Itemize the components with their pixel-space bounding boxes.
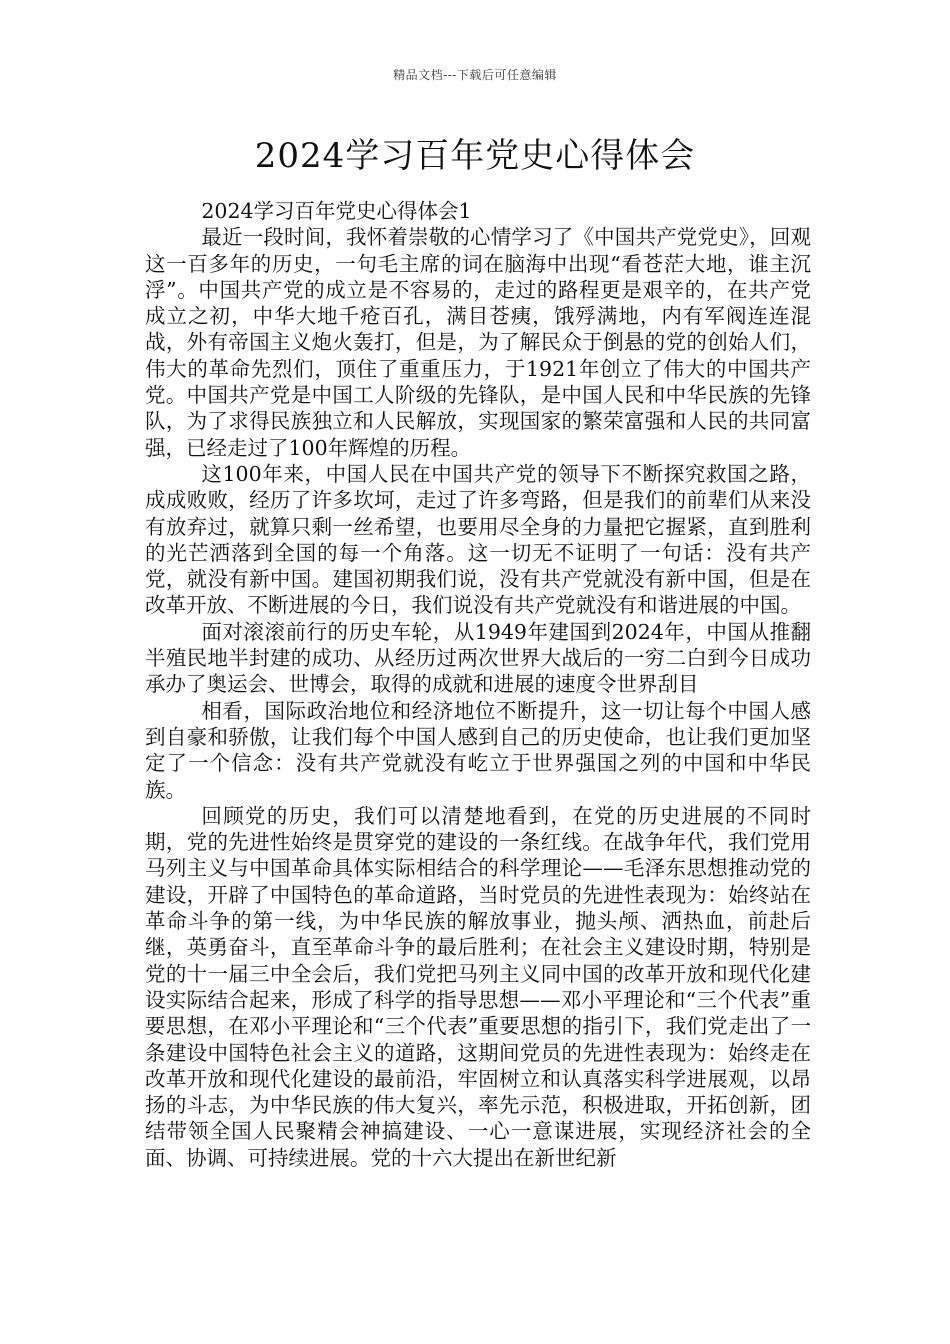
document-body xyxy=(145,198,811,1171)
document-subtitle: 2024学习百年党史心得体会1 xyxy=(201,199,472,223)
paragraph-3: 面对滚滚前行的历史车轮，从1949年建国到2024年，中国从推翻半殖民地半封建的成功、从经历过两次世界大战后的一穷二白到今日成功承办了奥运会、世博会，取得的成就和进展的速度令世界刮目 xyxy=(145,619,811,697)
paragraph-1: 最近一段时间，我怀着崇敬的心情学习了《中国共产党党史》，回观这一百多年的历史，一句毛主席的词在脑海中出现“看苍茫大地，谁主沉浮”。中国共产党的成立是不容易的，走过的路程更是艰辛的，在共产党成立之初，中华大地千疮百孔，满目苍痍，饿殍满地，内有军阀连连混战，外有帝国主义炮火轰打，但是，为了解民众于倒悬的党的创始人们，伟大的革命先烈们，顶住了重重压力，于1921年创立了伟大的中国共产党。中国共产党是中国工人阶级的先锋队，是中国人民和中华民族的先锋队，为了求得民族独立和人民解放，实现国家的繁荣富强和人民的共同富强，已经走过了100年辉煌的历程。 xyxy=(145,225,811,460)
paragraph-5: 回顾党的历史，我们可以清楚地看到，在党的历史进展的不同时期，党的先进性始终是贯穿党的建设的一条红线。在战争年代，我们党用马列主义与中国革命具体实际相结合的科学理论——毛泽东思想推动党的建设，开辟了中国特色的革命道路，当时党员的先进性表现为：始终站在革命斗争的第一线，为中华民族的解放事业，抛头颅、洒热血，前赴后继，英勇奋斗，直至革命斗争的最后胜利；在社会主义建设时期，特别是党的十一届三中全会后，我们党把马列主义同中国的改革开放和现代化建设实际结合起来，形成了科学的指导思想——邓小平理论和“三个代表”重要思想，在邓小平理论和“三个代表”重要思想的指引下，我们党走出了一条建设中国特色社会主义的道路，这期间党员的先进性表现为：始终走在改革开放和现代化建设的最前沿，牢固树立和认真落实科学进展观，以昂扬的斗志，为中华民族的伟大复兴，率先示范，积极进取，开拓创新，团结带领全国人民聚精会神搞建设、一心一意谋进展，实现经济社会的全面、协调、可持续进展。党的十六大提出在新世纪新 xyxy=(145,803,811,1170)
paragraph-2: 这100年来，中国人民在中国共产党的领导下不断探究救国之路，成成败败，经历了许多坎坷，走过了许多弯路，但是我们的前辈们从来没有放弃过，就算只剩一丝希望，也要用尽全身的力量把它握紧，直到胜利的光芒洒落到全国的每一个角落。这一切无不证明了一句话：没有共产党，就没有新中国。建国初期我们说，没有共产党就没有新中国，但是在改革开放、不断进展的今日，我们说没有共产党就没有和谐进展的中国。 xyxy=(145,461,811,618)
document-title: 2024学习百年党史心得体会 xyxy=(254,136,696,176)
page-header-note: 精品文档---下载后可任意编辑 xyxy=(393,68,557,82)
paragraph-4: 相看，国际政治地位和经济地位不断提升，这一切让每个中国人感到自豪和骄傲，让我们每个中国人感到自己的历史使命，也让我们更加坚定了一个信念：没有共产党就没有屹立于世界强国之列的中国和中华民族。 xyxy=(145,698,811,802)
